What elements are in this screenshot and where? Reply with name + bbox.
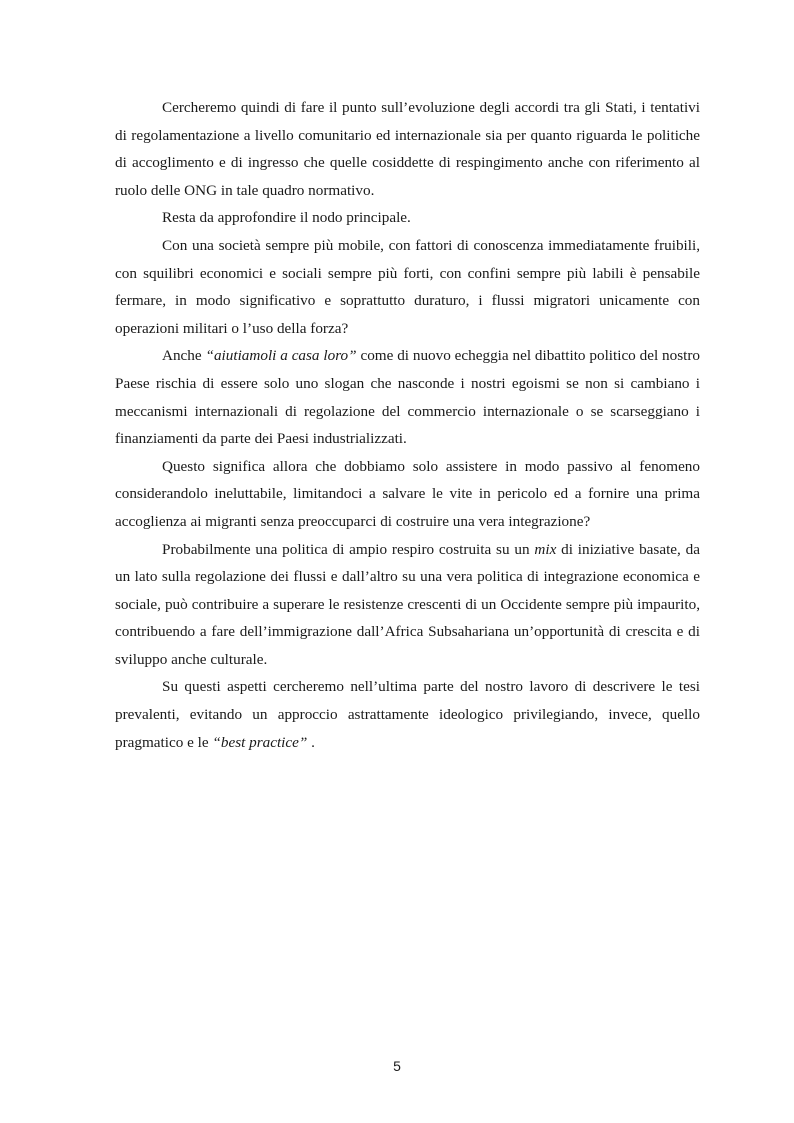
text-run: di iniziative basate, da un lato sulla regolazione dei flussi e dall’altro su una vera politica di integrazione economica e sociale, può contribuire a superare le resistenze crescenti di un Occidente sempre più impaurito, contribuendo a fare dell’immigrazione dall’Africa Subsahariana un’opportunità di crescita e di sviluppo anche culturale.: [115, 540, 700, 668]
text-run: .: [307, 733, 315, 751]
text-run: Su questi aspetti cercheremo nell’ultima parte del nostro lavoro di descrivere le tesi prevalenti, evitando un approccio astrattamente ideologico privilegiando, invece, quello pragmatico e le: [115, 678, 700, 751]
text-run: Resta da approfondire il nodo principale.: [162, 209, 411, 227]
text-run: come di nuovo echeggia nel dibattito politico del nostro Paese rischia di essere solo uno slogan che nasconde i nostri egoismi se non si cambiano i meccanismi internazionali di regolazione del commercio internazionale o se scarseggiano i finanziamenti da parte dei Paesi industrializzati.: [115, 347, 701, 448]
italic-text: “best practice”: [212, 733, 308, 751]
text-run: Cercheremo quindi di fare il punto sull’evoluzione degli accordi tra gli Stati, i tentativi di regolamentazione a livello comunitario ed internazionale sia per quanto riguarda le politiche di accoglimento e di ingresso che quelle cosiddette di respingimento anche con riferimento al ruolo delle ONG in tale quadro normativo.: [115, 99, 700, 199]
text-run: Probabilmente una politica di ampio respiro costruita su un: [162, 540, 535, 558]
page-number: 5: [393, 1058, 401, 1074]
paragraph: [115, 204, 700, 232]
text-run: Questo significa allora che dobbiamo solo assistere in modo passivo al fenomeno considerandolo ineluttabile, limitandoci a salvare le vite in pericolo ed a fornire una prima accoglienza ai migranti senza preoccuparci di costruire una vera integrazione?: [115, 457, 700, 530]
italic-text: mix: [534, 540, 557, 558]
paragraph: [115, 232, 700, 342]
text-run: Con una società sempre più mobile, con fattori di conoscenza immediatamente fruibili, con squilibri economici e sociali sempre più forti, con confini sempre più labili è pensabile fermare, in modo significativo e soprattutto duraturo, i flussi migratori unicamente con operazioni militari o l’uso della forza?: [115, 236, 700, 337]
text-run: Anche: [162, 347, 206, 365]
italic-text: “aiutiamoli a casa loro”: [205, 347, 357, 365]
paragraph: [115, 94, 700, 204]
body-text: [115, 94, 700, 756]
paragraph: [115, 536, 700, 674]
paragraph: [115, 673, 700, 756]
paragraph: [115, 453, 700, 536]
paragraph: [115, 342, 700, 452]
